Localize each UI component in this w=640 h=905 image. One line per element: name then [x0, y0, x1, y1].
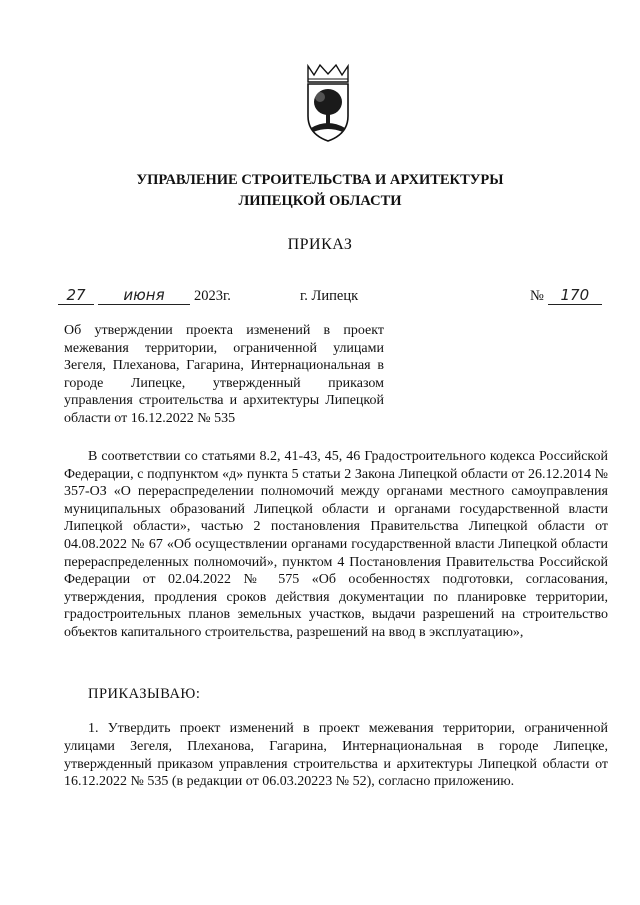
date-month: июня: [98, 287, 190, 305]
document-number: [530, 286, 602, 306]
order-item: 1. Утвердить проект изменений в проект межевания территории, ограниченной улицами Зегеля, Плеханова, Гагарина, Интернациональная в городе Липецке, утвержденный приказом управления строительства и архитектуры Липецкой области от 16.12.2022 № 535 (в редакции от 06.03.20223 № 52), согласно приложению.: [64, 721, 608, 790]
document-city: г. Липецк: [300, 288, 359, 304]
number-value: 170: [548, 287, 602, 305]
preamble-paragraph: В соответствии со статьями 8.2, 41-43, 45, 46 Градостроительного кодекса Российской Федерации, с подпунктом «д» пункта 5 статьи 2 Закона Липецкой области от 26.12.2014 № 357-ОЗ «О перераспределении полномочий между органами местного самоуправления муниципальных образований Липецкой области и органами государственной власти Липецкой области», частью 2 постановления Правительства Липецкой области от 04.08.2022 № 67 «Об осуществлении органами государственной власти Липецкой области перераспределенных полномочий», пунктом 4 Постановления Правительства Российской Федерации от 02.04.2022 № 575 «Об особенностях подготовки, согласования, утверждения, продления сроков действия документации по планировке территории, градостроительных планов земельных участков, выдачи разрешений на строительство объектов капитального строительства, разрешений на ввод в эксплуатацию»,: [64, 449, 608, 640]
date-day: 27: [58, 287, 94, 305]
org-name-line2: ЛИПЕЦКОЙ ОБЛАСТИ: [238, 193, 402, 209]
document-type: ПРИКАЗ: [287, 236, 353, 253]
coat-of-arms-emblem: [302, 62, 354, 144]
organization-name: [0, 170, 640, 212]
document-subject: Об утверждении проекта изменений в проект межевания территории, ограниченной улицами Зегеля, Плеханова, Гагарина, Интернациональная в городе Липецке, утвержденный приказом управления строительства и архитектуры Липецкой области от 16.12.2022 № 535: [64, 323, 384, 426]
document-date: [58, 286, 231, 306]
number-label: №: [530, 288, 544, 304]
org-name-line1: УПРАВЛЕНИЕ СТРОИТЕЛЬСТВА И АРХИТЕКТУРЫ: [136, 172, 504, 188]
date-year: 2023г.: [194, 288, 231, 304]
order-word: ПРИКАЗЫВАЮ:: [88, 686, 201, 702]
